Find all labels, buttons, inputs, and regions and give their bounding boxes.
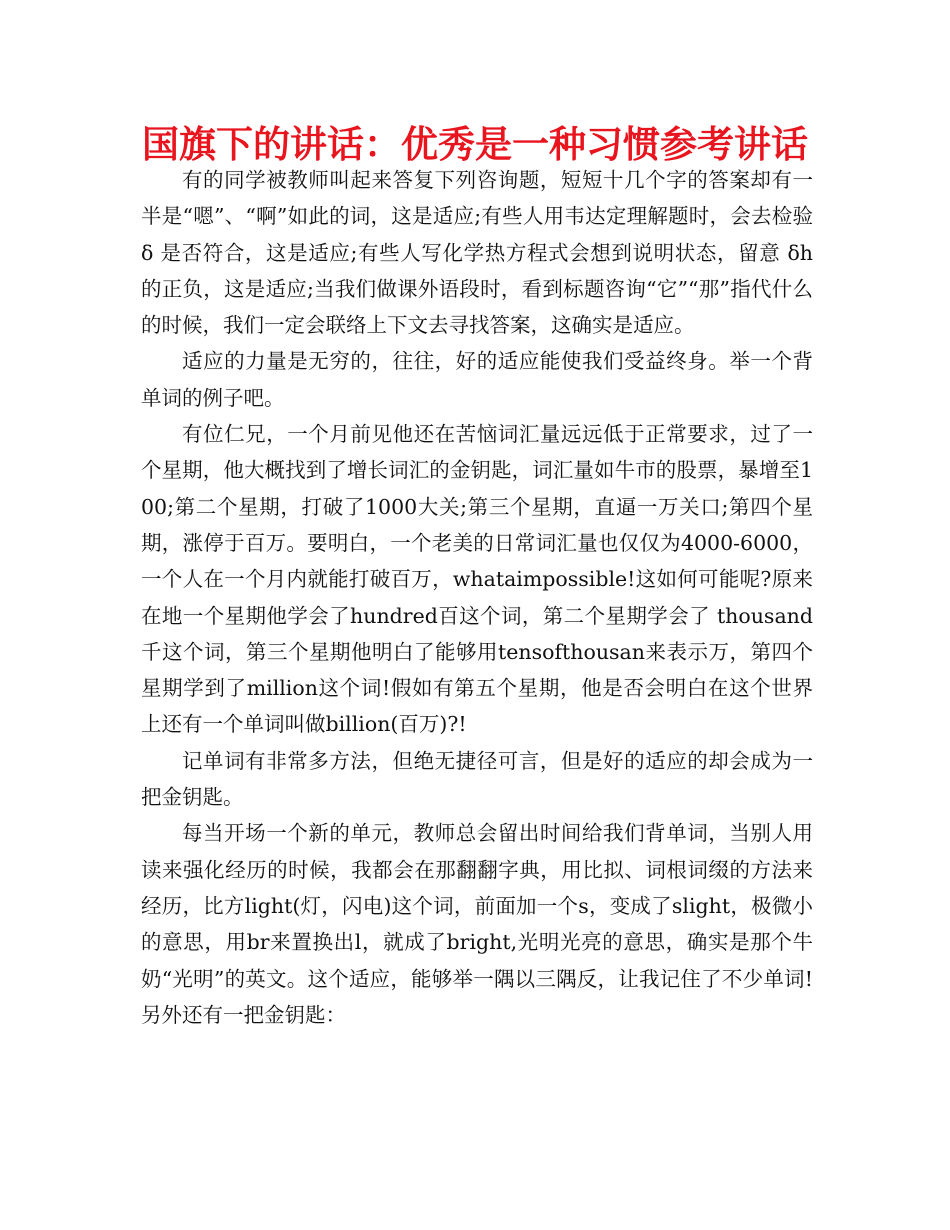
document-body bbox=[141, 162, 813, 1033]
paragraph-1: 有的同学被教师叫起来答复下列咨询题，短短十几个字的答案却有一半是“嗯”、“啊”如此的词，这是适应;有些人用韦达定理解题时，会去检验 δ 是否符合，这是适应;有些人写化学热方程式会想到说明状态，留意 δh的正负，这是适应;当我们做课外语段时，看到标题咨询“它”“那”指代什么的时候，我们一定会联络上下文去寻找答案，这确实是适应。 bbox=[141, 168, 813, 338]
paragraph-5: 每当开场一个新的单元，教师总会留出时间给我们背单词，当别人用读来强化经历的时候，我都会在那翻翻字典，用比拟、词根词缀的方法来经历，比方light(灯，闪电)这个词，前面加一个s，变成了slight，极微小的意思，用br来置换出l，就成了bright,光明光亮的意思，确实是那个牛奶“光明”的英文。这个适应，能够举一隅以三隅反，让我记住了不少单词!另外还有一把金钥匙： bbox=[141, 821, 813, 1027]
paragraph-4: 记单词有非常多方法，但绝无捷径可言，但是好的适应的却会成为一把金钥匙。 bbox=[141, 748, 813, 810]
paragraph-2: 适应的力量是无穷的，往往，好的适应能使我们受益终身。举一个背单词的例子吧。 bbox=[141, 349, 813, 410]
document-title: 国旗下的讲话：优秀是一种习惯参考讲话 bbox=[142, 123, 808, 166]
paragraph-3: 有位仁兄，一个月前见他还在苦恼词汇量远远低于正常要求，过了一个星期，他大概找到了增长词汇的金钥匙，词汇量如牛市的股票，暴增至100;第二个星期，打破了1000大关;第三个星期，直逼一万关口;第四个星期，涨停于百万。要明白，一个老美的日常词汇量也仅仅为4000-6000，一个人在一个月内就能打破百万，whataimpossible!这如何可能呢?原来在地一个星期他学会了hundred百这个词，第二个星期学会了 thousand 千这个词，第三个星期他明白了能够用tensofthousan来表示万，第四个星期学到了million这个词!假如有第五个星期，他是否会明白在这个世界上还有一个单词叫做billion(百万)?! bbox=[141, 422, 813, 737]
